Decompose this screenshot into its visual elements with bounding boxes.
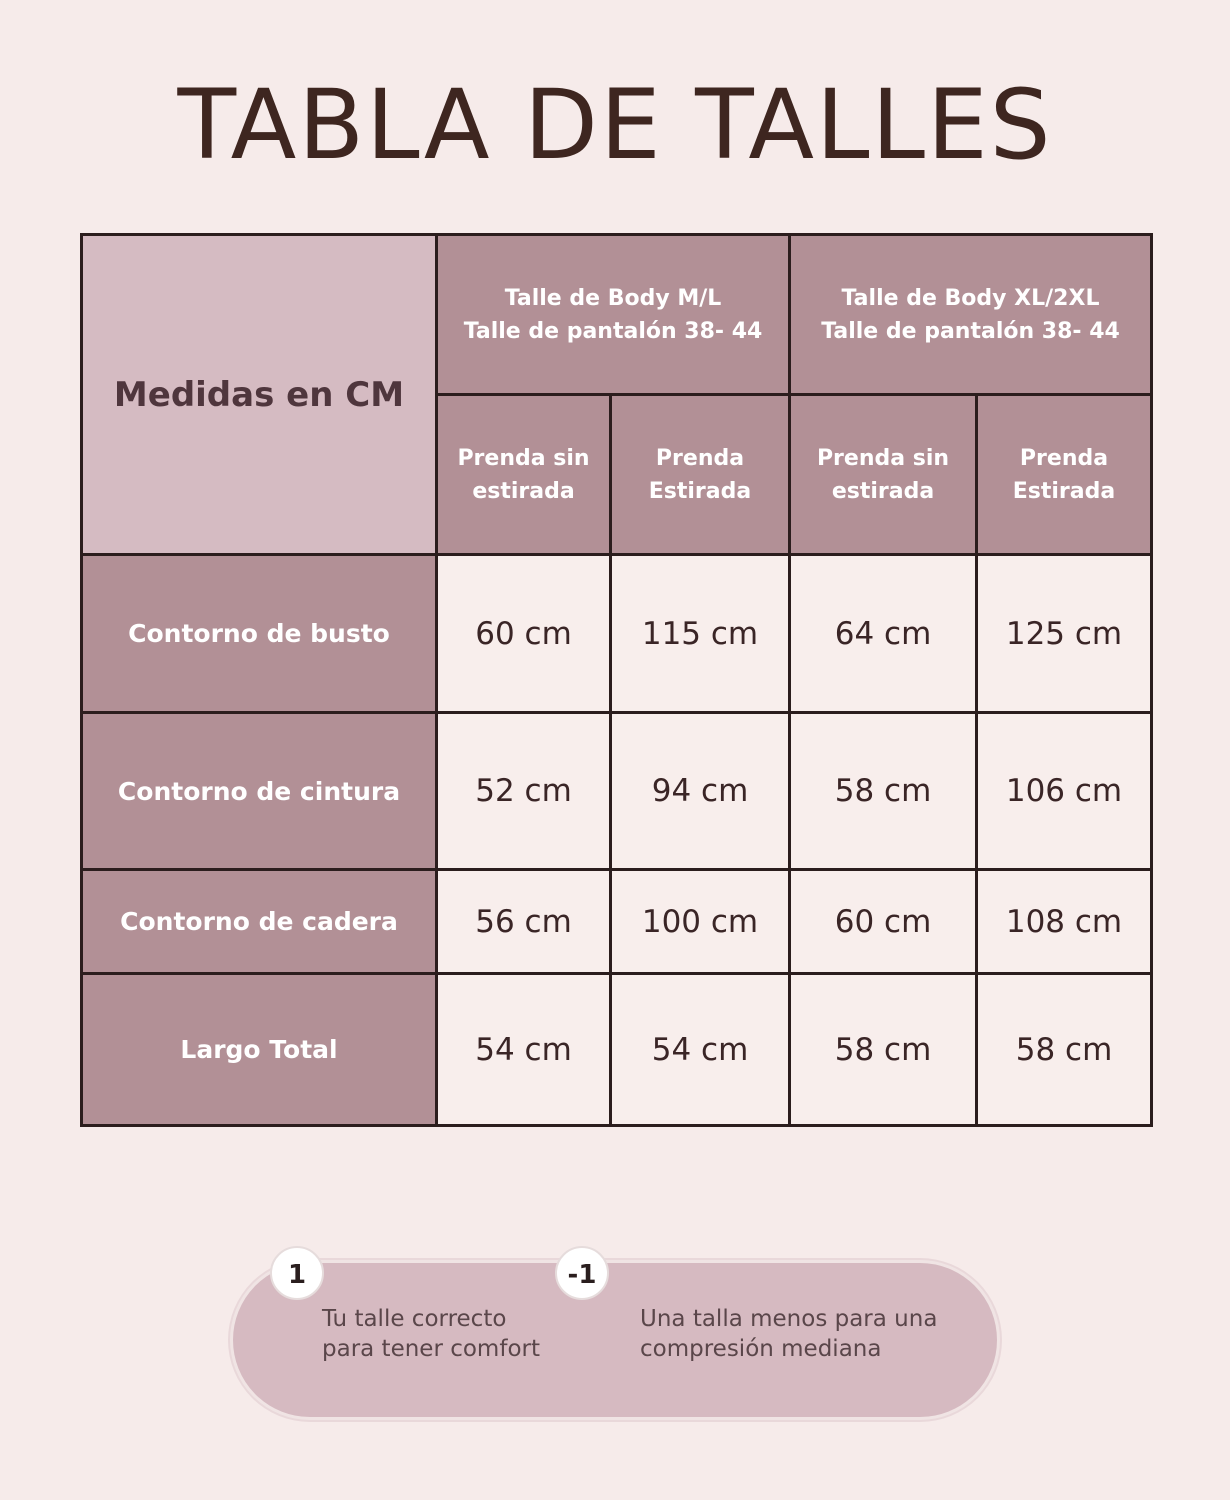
legend-line: compresión mediana: [640, 1336, 882, 1362]
subheader-cell: [437, 395, 611, 555]
legend-line: Una talla menos para una: [640, 1306, 938, 1332]
badge-1: 1: [270, 1246, 324, 1300]
value-cell: 58 cm: [790, 713, 977, 870]
row-label: Contorno de cintura: [82, 713, 437, 870]
value-cell: 115 cm: [611, 555, 790, 713]
value-cell: 58 cm: [977, 974, 1152, 1126]
subheader-line: Prenda: [655, 445, 745, 471]
value-cell: 52 cm: [437, 713, 611, 870]
subheader-line: Estirada: [648, 478, 752, 504]
group-header-line: Talle de Body M/L: [504, 285, 722, 311]
page-title: TABLA DE TALLES: [177, 69, 1053, 181]
legend-text-correct: [322, 1304, 540, 1364]
subheader-line: Prenda: [1019, 445, 1109, 471]
subheader-line: Estirada: [1012, 478, 1116, 504]
subheader-cell: [790, 395, 977, 555]
value-cell: 108 cm: [977, 870, 1152, 974]
row-label: Contorno de busto: [82, 555, 437, 713]
value-cell: 54 cm: [611, 974, 790, 1126]
value-cell: 106 cm: [977, 713, 1152, 870]
group-header-line: Talle de pantalón 38- 44: [463, 318, 763, 344]
value-cell: 100 cm: [611, 870, 790, 974]
table-row: [82, 713, 1152, 870]
value-cell: 60 cm: [437, 555, 611, 713]
subheader-cell: [977, 395, 1152, 555]
legend-line: Tu talle correcto: [322, 1306, 507, 1332]
table-row: [82, 974, 1152, 1126]
value-cell: 64 cm: [790, 555, 977, 713]
subheader-line: estirada: [472, 478, 575, 504]
value-cell: 94 cm: [611, 713, 790, 870]
subheader-cell: [611, 395, 790, 555]
row-label: Contorno de cadera: [82, 870, 437, 974]
badge-minus-1: -1: [555, 1246, 609, 1300]
group-header-xl: [790, 235, 1152, 395]
table-row: [82, 870, 1152, 974]
subheader-line: estirada: [831, 478, 935, 504]
subheader-line: Prenda sin: [816, 445, 950, 471]
group-header-ml: [437, 235, 790, 395]
value-cell: 58 cm: [790, 974, 977, 1126]
corner-label: Medidas en CM: [82, 235, 437, 555]
group-header-line: Talle de pantalón 38- 44: [821, 318, 1120, 344]
legend-line: para tener comfort: [322, 1336, 540, 1362]
subheader-line: Prenda sin: [457, 445, 590, 471]
value-cell: 125 cm: [977, 555, 1152, 713]
group-header-line: Talle de Body XL/2XL: [841, 285, 1100, 311]
value-cell: 60 cm: [790, 870, 977, 974]
table-row: [82, 555, 1152, 713]
legend-text-compression: [640, 1304, 937, 1364]
row-label: Largo Total: [82, 974, 437, 1126]
value-cell: 54 cm: [437, 974, 611, 1126]
value-cell: 56 cm: [437, 870, 611, 974]
size-table: [80, 233, 1153, 1127]
